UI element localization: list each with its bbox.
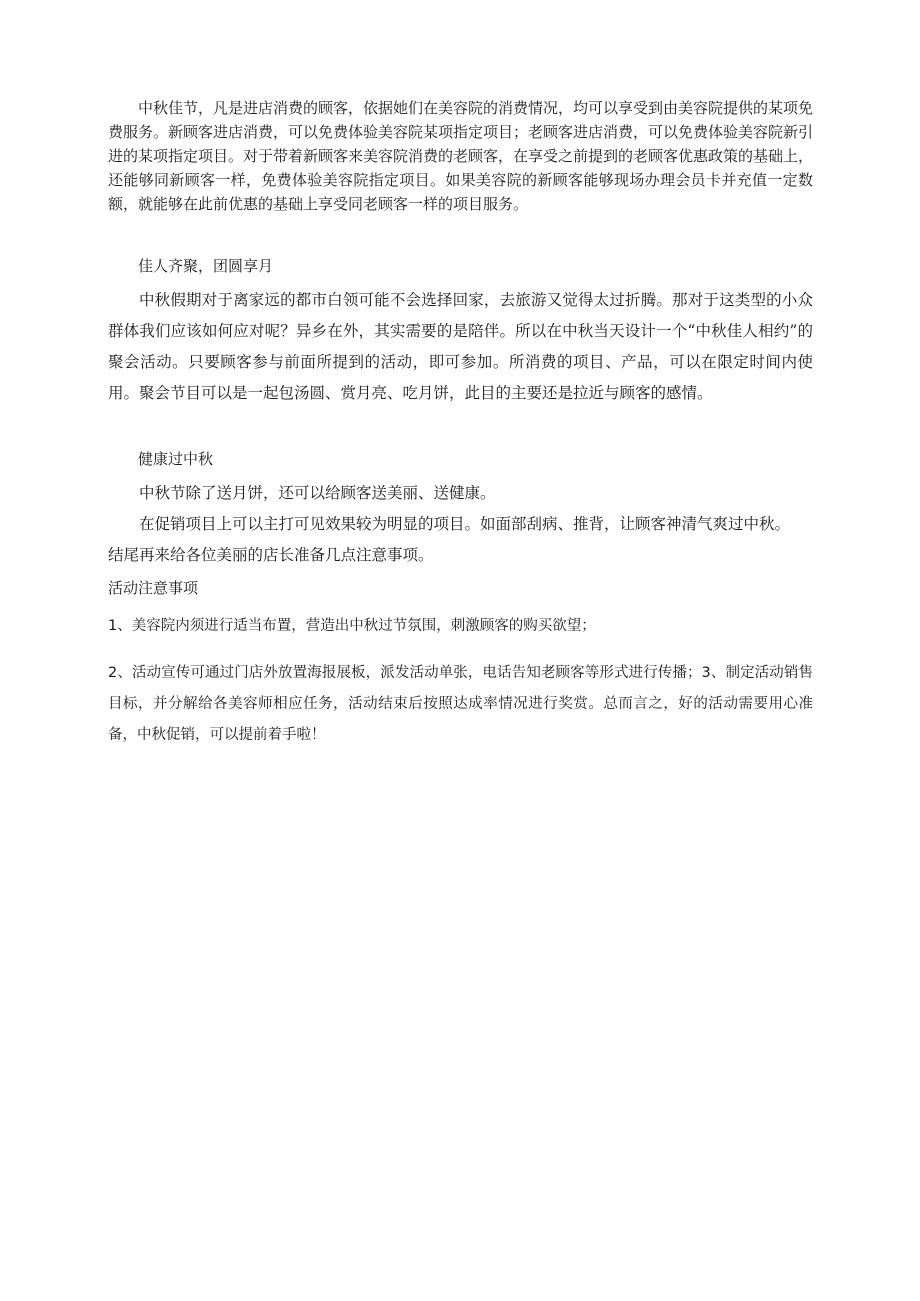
intro-paragraph: 中秋佳节，凡是进店消费的顾客，依据她们在美容院的消费情况，均可以享受到由美容院提供的某项免费服务。新顾客进店消费，可以免费体验美容院某项指定项目；老顾客进店消费，可以免费体验美容院新引进的某项指定项目。对于带着新顾客来美容院消费的老顾客，在享受之前提到的老顾客优惠政策的基础上，还能够同新顾客一样，免费体验美容院指定项目。如果美容院的新顾客能够现场办理会员卡并充值一定数额，就能够在此前优惠的基础上享受同老顾客一样的项目服务。 bbox=[108, 99, 814, 213]
notes-heading: 活动注意事项 bbox=[108, 579, 199, 597]
section-body-reunion: 中秋假期对于离家远的都市白领可能不会选择回家，去旅游又觉得太过折腾。那对于这类型的小众群体我们应该如何应对呢？异乡在外，其实需要的是陪伴。所以在中秋当天设计一个“中秋佳人相约”的聚会活动。只要顾客参与前面所提到的活动，即可参加。所消费的项目、产品，可以在限定时间内使用。聚会节目可以是一起包汤圆、赏月亮、吃月饼，此目的主要还是拉近与顾客的感情。 bbox=[108, 291, 813, 402]
health-line-2: 在促销项目上可以主打可见效果较为明显的项目。如面部刮病、推背，让顾客神清气爽过中秋。 bbox=[139, 515, 791, 533]
note-item-2: 2、活动宣传可通过门店外放置海报展板，派发活动单张，电话告知老顾客等形式进行传播；3、制定活动销售目标，并分解给各美容师相应任务，活动结束后按照达成率情况进行奖赏。总而言之，好的活动需要用心准备，中秋促销，可以提前着手啦！ bbox=[108, 665, 813, 743]
section-heading-reunion: 佳人齐聚，团圆享月 bbox=[138, 257, 274, 275]
note-item-1: 1、美容院内须进行适当布置，营造出中秋过节氛围，刺激顾客的购买欲望； bbox=[108, 618, 596, 634]
closing-line: 结尾再来给各位美丽的店长准备几点注意事项。 bbox=[108, 546, 434, 564]
section-heading-health: 健康过中秋 bbox=[138, 450, 214, 468]
health-line-1: 中秋节除了送月饼，还可以给顾客送美丽、送健康。 bbox=[139, 484, 496, 502]
document-page bbox=[108, 96, 813, 751]
